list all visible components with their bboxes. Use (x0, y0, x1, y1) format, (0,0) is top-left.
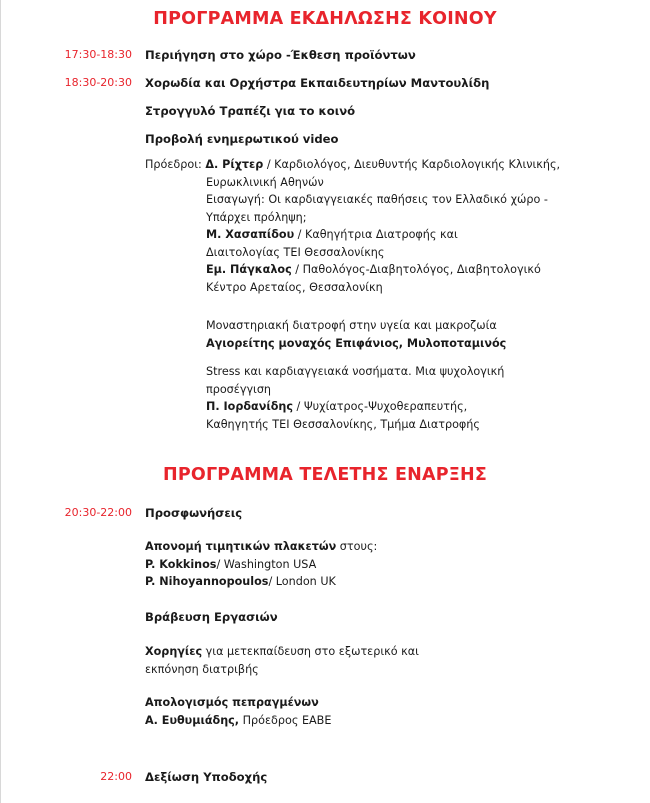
report-title: Απολογισμός πεπραγμένων (145, 696, 319, 709)
talk-title: Μοναστηριακή διατροφή στην υγεία και μακροζωία (206, 319, 497, 332)
speaker-name: Εμ. Πάγκαλος (206, 263, 292, 276)
schedule-item: Στρογγυλό Τραπέζι για το κοινό (145, 104, 356, 118)
intro-title: Εισαγωγή: Οι καρδιαγγειακές παθήσεις τον Ελλαδικό χώρο - (206, 193, 548, 206)
talk-title-cont: προσέγγιση (206, 382, 272, 396)
president-role: Πρόεδρος ΕΑΒΕ (239, 713, 332, 727)
intro-title-cont: Υπάρχει πρόληψη; (206, 210, 307, 224)
speaker-affiliation: Διαιτολογίας ΤΕΙ Θεσσαλονίκης (206, 245, 385, 259)
schedule-item: Χορωδία και Ορχήστρα Εκπαιδευτηρίων Μαντουλίδη (145, 76, 490, 90)
chair-role: / Καρδιολόγος, Διευθυντής Καρδιολογικής Κλινικής, (263, 158, 561, 171)
speaker-name: Μ. Χασαπίδου (206, 228, 295, 241)
time-slot: 18:30-20:30 (64, 76, 132, 89)
talk-block (206, 363, 646, 433)
speaker-role: / Ψυχίατρος-Ψυχοθεραπευτής, (293, 400, 468, 413)
plaques-block (145, 538, 545, 591)
honoree-place: / Washington USA (216, 557, 317, 571)
talk-title: Stress και καρδιαγγειακά νοσήματα. Μια ψυχολογική (206, 365, 505, 378)
speaker-affiliation: Καθηγητής ΤΕΙ Θεσσαλονίκης, Τμήμα Διατροφής (206, 417, 480, 431)
section-title-public-event: ΠΡΟΓΡΑΜΜΑ ΕΚΔΗΛΩΣΗΣ ΚΟΙΝΟΥ (153, 9, 497, 29)
plaques-suffix: στους: (336, 540, 378, 553)
schedule-item: Προσφωνήσεις (145, 506, 243, 520)
grants-text: για μετεκπαίδευση στο εξωτερικό και (202, 645, 419, 658)
panel-block (206, 174, 646, 297)
time-slot: 17:30-18:30 (64, 48, 132, 61)
grants-title: Χορηγίες (145, 645, 203, 658)
page-left-rule (0, 0, 4, 803)
time-slot: 22:00 (100, 770, 132, 783)
speaker-name: Π. Ιορδανίδης (206, 400, 293, 413)
section-title-opening-ceremony: ΠΡΟΓΡΑΜΜΑ ΤΕΛΕΤΗΣ ΕΝΑΡΞΗΣ (163, 465, 487, 485)
talk-speaker: Αγιορείτης μοναχός Επιφάνιος, Μυλοποταμινός (206, 336, 507, 350)
honoree-name: P. Kokkinos (145, 557, 217, 571)
speaker-role: / Παθολόγος-Διαβητολόγος, Διαβητολογικό (291, 263, 541, 276)
plaques-title: Απονομή τιμητικών πλακετών (145, 540, 337, 553)
grants-text-cont: εκπόνηση διατριβής (145, 662, 259, 676)
schedule-item: Βράβευση Εργασιών (145, 610, 278, 624)
schedule-item: Προβολή ενημερωτικού video (145, 132, 339, 146)
honoree-name: P. Nihoyannopoulos (145, 575, 269, 588)
speaker-affiliation: Κέντρο Αρεταίος, Θεσσαλονίκη (206, 280, 383, 294)
chair-affiliation: Ευρωκλινική Αθηνών (206, 175, 324, 189)
president-name: Α. Ευθυμιάδης, (145, 713, 240, 727)
chairs-block (145, 156, 645, 174)
speaker-role: / Καθηγήτρια Διατροφής και (294, 228, 458, 241)
chairs-label: Πρόεδροι: (145, 158, 202, 171)
chair-name: Δ. Ρίχτερ (205, 158, 264, 171)
talk-block (206, 317, 646, 352)
grants-block (145, 643, 545, 678)
honoree-place: / London UK (268, 575, 336, 588)
schedule-item: Δεξίωση Υποδοχής (145, 770, 268, 784)
time-slot: 20:30-22:00 (64, 506, 132, 519)
schedule-item: Περιήγηση στο χώρο -Έκθεση προϊόντων (145, 48, 416, 62)
report-block (145, 694, 545, 729)
